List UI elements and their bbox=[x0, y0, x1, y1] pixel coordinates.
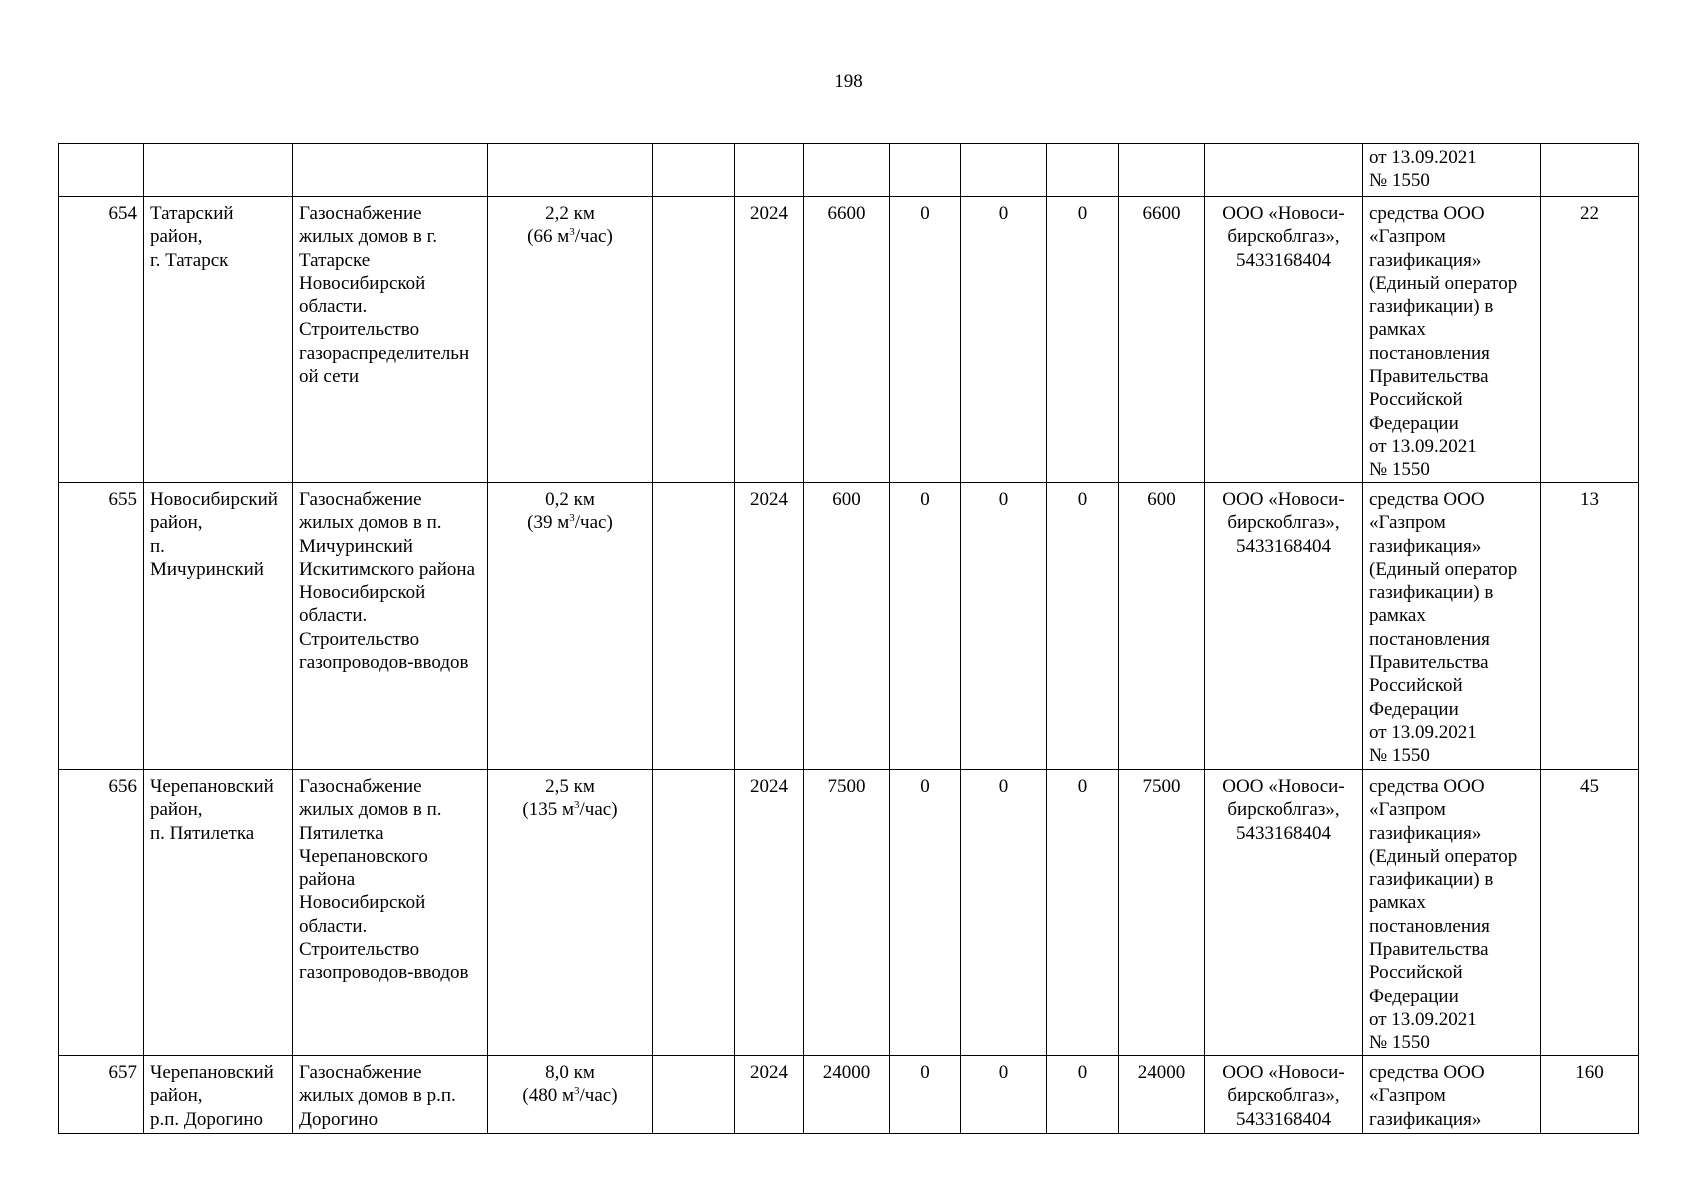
value-cell: 7500 bbox=[1119, 770, 1205, 1056]
table-row bbox=[59, 483, 1639, 770]
value-cell: 0 bbox=[1047, 483, 1119, 770]
year-cell: 2024 bbox=[735, 770, 804, 1056]
value-cell: 0 bbox=[961, 770, 1047, 1056]
value-cell: 0 bbox=[890, 197, 961, 483]
value-cell: 6600 bbox=[1119, 197, 1205, 483]
year-cell: 2024 bbox=[735, 483, 804, 770]
last-value-cell: 45 bbox=[1541, 770, 1639, 1056]
location-cell: Черепановский район, р.п. Дорогино bbox=[144, 1056, 293, 1134]
value-cell: 0 bbox=[890, 1056, 961, 1134]
investment-table bbox=[58, 143, 1639, 1134]
value-cell: 24000 bbox=[1119, 1056, 1205, 1134]
total-cell: 600 bbox=[804, 483, 890, 770]
object-cell: Газоснабжение жилых домов в п. Пятилетка Черепановского района Новосибирской области. Строительство газопроводов-вводов bbox=[293, 770, 488, 1056]
table-row bbox=[59, 1056, 1639, 1134]
table-row-continuation bbox=[59, 144, 1639, 197]
row-number-cell: 656 bbox=[59, 770, 144, 1056]
value-cell: 600 bbox=[1119, 483, 1205, 770]
value-cell: 0 bbox=[1047, 197, 1119, 483]
capacity-cell: 2,5 км (135 $м^3/час$) bbox=[488, 770, 653, 1056]
page-number: 198 bbox=[834, 71, 863, 92]
value-cell: 0 bbox=[961, 483, 1047, 770]
executor-cell: ООО «Новоси- бирскоблгаз», 5433168404 bbox=[1205, 197, 1363, 483]
value-cell: 0 bbox=[890, 770, 961, 1056]
funding-source-cell: средства ООО «Газпром газификация» (Единый оператор газификации) в рамках постановления Правительства Российской Федерации от 13.09.2021 № 1550 bbox=[1363, 197, 1541, 483]
row-number-cell: 655 bbox=[59, 483, 144, 770]
total-cell: 6600 bbox=[804, 197, 890, 483]
funding-source-cell: средства ООО «Газпром газификация» (Единый оператор газификации) в рамках постановления Правительства Российской Федерации от 13.09.2021 № 1550 bbox=[1363, 483, 1541, 770]
last-value-cell: 22 bbox=[1541, 197, 1639, 483]
total-cell: 24000 bbox=[804, 1056, 890, 1134]
object-cell: Газоснабжение жилых домов в г. Татарске Новосибирской области. Строительство газораспределительн ой сети bbox=[293, 197, 488, 483]
value-cell: 0 bbox=[961, 1056, 1047, 1134]
location-cell: Черепановский район, п. Пятилетка bbox=[144, 770, 293, 1056]
capacity-cell: 0,2 км (39 $м^3/час$) bbox=[488, 483, 653, 770]
last-value-cell: 160 bbox=[1541, 1056, 1639, 1134]
value-cell: 0 bbox=[890, 483, 961, 770]
total-cell: 7500 bbox=[804, 770, 890, 1056]
empty-cell bbox=[653, 197, 735, 483]
empty-cell bbox=[653, 770, 735, 1056]
funding-source-cell: средства ООО «Газпром газификация» bbox=[1363, 1056, 1541, 1134]
row-number-cell: 654 bbox=[59, 197, 144, 483]
value-cell: 0 bbox=[1047, 770, 1119, 1056]
object-cell: Газоснабжение жилых домов в п. Мичуринский Искитимского района Новосибирской области. Строительство газопроводов-вводов bbox=[293, 483, 488, 770]
executor-cell: ООО «Новоси- бирскоблгаз», 5433168404 bbox=[1205, 483, 1363, 770]
row-number-cell: 657 bbox=[59, 1056, 144, 1134]
last-value-cell: 13 bbox=[1541, 483, 1639, 770]
location-cell: Татарский район, г. Татарск bbox=[144, 197, 293, 483]
table-row bbox=[59, 770, 1639, 1056]
empty-cell bbox=[653, 1056, 735, 1134]
value-cell: 0 bbox=[961, 197, 1047, 483]
funding-source-cell: средства ООО «Газпром газификация» (Единый оператор газификации) в рамках постановления Правительства Российской Федерации от 13.09.2021 № 1550 bbox=[1363, 770, 1541, 1056]
object-cell: Газоснабжение жилых домов в р.п. Дорогино bbox=[293, 1056, 488, 1134]
value-cell: 0 bbox=[1047, 1056, 1119, 1134]
executor-cell: ООО «Новоси- бирскоблгаз», 5433168404 bbox=[1205, 770, 1363, 1056]
table-row bbox=[59, 197, 1639, 483]
funding-source-cell: от 13.09.2021 № 1550 bbox=[1363, 144, 1541, 197]
capacity-cell: 2,2 км (66 $м^3/час$) bbox=[488, 197, 653, 483]
location-cell: Новосибирский район, п. Мичуринский bbox=[144, 483, 293, 770]
executor-cell: ООО «Новоси- бирскоблгаз», 5433168404 bbox=[1205, 1056, 1363, 1134]
capacity-cell: 8,0 км (480 $м^3/час$) bbox=[488, 1056, 653, 1134]
empty-cell bbox=[653, 483, 735, 770]
year-cell: 2024 bbox=[735, 197, 804, 483]
year-cell: 2024 bbox=[735, 1056, 804, 1134]
